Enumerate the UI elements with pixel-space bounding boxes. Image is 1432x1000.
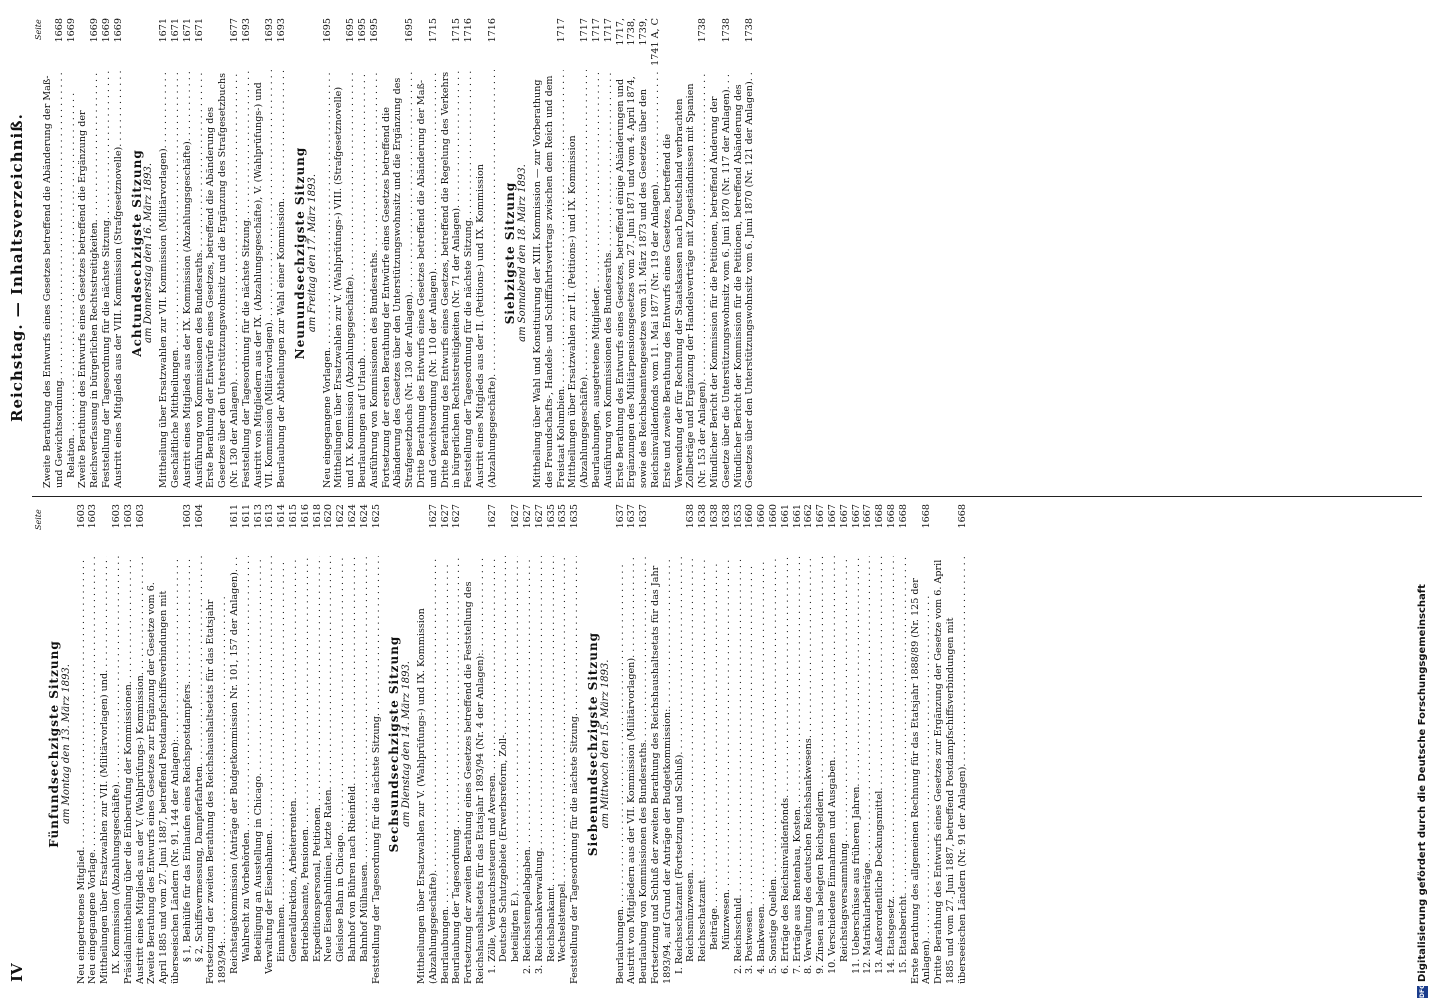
- toc-entry: [933, 504, 968, 984]
- toc-entry-page: 1627: [533, 504, 545, 529]
- toc-entry-page: 1638: [697, 504, 709, 529]
- toc-entry: [874, 504, 886, 984]
- toc-entry-page: 1667: [838, 504, 850, 529]
- toc-entry-text: 3. Postwesen . . .: [744, 556, 756, 974]
- toc-entry: [241, 18, 253, 488]
- toc-entry: [194, 18, 206, 488]
- toc-entry: [335, 504, 347, 984]
- toc-entry-page: 1661: [791, 504, 803, 529]
- toc-entry: [839, 504, 851, 984]
- toc-entry-text: Feststellung der Tagesordnung für die nächste Sitzung . . .: [569, 556, 581, 984]
- toc-entry-text: Beurlaubung von Kommissionen des Bundesraths . . .: [638, 556, 650, 984]
- session-date: am Freitag den 17. März 1893.: [306, 173, 318, 333]
- toc-entry-text: Beurlaubung der Tagesordnung . . .: [451, 556, 463, 984]
- toc-entry-text: Beurlaubungen, ausgetretene Mitglieder . . .: [591, 70, 603, 488]
- toc-entry-text: Generaldirektion, Arbeiterrenten . . .: [288, 556, 300, 962]
- toc-entry-text: Austritt eines Mitglieds aus der VIII. Kommission (Strafgesetznovelle) . . .: [113, 70, 125, 488]
- toc-entry-text: 8. Verwaltung des deutschen Reichsbankwesens . . .: [803, 556, 815, 974]
- toc-entry-text: IX. Kommission (Abzahlungsgeschäfte) . . .: [111, 556, 123, 974]
- toc-entry: [463, 504, 487, 984]
- toc-entry: [416, 18, 440, 488]
- toc-entry-page: 1637: [638, 504, 650, 529]
- toc-entry-text: Bahnhof von Bühren nach Rheinfeld . . .: [347, 556, 359, 962]
- toc-entry: [158, 18, 170, 488]
- toc-entry-text: Ausführung von Kommissionen des Bundesraths . . .: [194, 70, 206, 488]
- toc-entry: [359, 504, 371, 984]
- toc-entry: [650, 504, 674, 984]
- toc-entry-page: 1671: [181, 18, 193, 43]
- toc-entry-text: Austritt von Mitgliedern aus der IX. (Abzahlungsgeschäfte), V. (Wahlprüfungs-) und VII. Kommission (Militärvorlagen) . . .: [253, 70, 277, 488]
- toc-entry-text: Reichstagsversammlung . . .: [839, 556, 851, 962]
- toc-entry: [253, 504, 265, 984]
- toc-entry-text: Mittheilung über Wahl und Konstituirung der XIII. Kommission — zur Vorberathung des Freundschafts-, Handels- und Schifffahrtsvertrags zwischen dem Reich und dem Freistaat Kolumbien . . .: [532, 70, 567, 488]
- toc-entry-page: 1638: [685, 504, 697, 529]
- toc-entry: [662, 18, 709, 488]
- toc-entry-page: 1620: [323, 504, 335, 529]
- toc-entry: [591, 18, 603, 488]
- toc-entry-text: Fortsetzung der zweiten Berathung eines Gesetzes betreffend die Feststellung des Reichshaushaltsetats für das Etatsjahr 1893/94 (Nr. 4 der Anlagen): . . .: [463, 556, 487, 984]
- toc-entry-page: 1669: [112, 18, 124, 43]
- toc-entry-text: Verwaltung der Eisenbahnen . . .: [264, 556, 276, 974]
- toc-entry-text: Austritt eines Mitglieds aus der II. (Petitions-) und IX. Kommission (Abzahlungsgeschäfte) . . .: [475, 70, 499, 488]
- session-heading: Siebzigste Sitzung: [503, 181, 518, 325]
- session-heading: Sechsundsechzigste Sitzung: [387, 635, 402, 853]
- toc-entry: [322, 18, 334, 488]
- toc-entry-page: 1668: [897, 504, 909, 529]
- toc-entry: [851, 504, 863, 984]
- toc-entry-page: 1615: [287, 504, 299, 529]
- toc-entry-text: 12. Matrikularbeiträge . . .: [862, 556, 874, 974]
- toc-entry-page: 1668: [53, 18, 65, 43]
- toc-entry-text: Fortsetzung der ersten Berathung der Entwürfe eines Gesetzes betreffend die Abänderung des Gesetzes über den Unterstützungswohnsitz und die Ergänzung des Strafgesetzbuchs (Nr. 130 der Anlagen) . . .: [381, 70, 416, 488]
- toc-entry-page: 1603: [134, 504, 146, 529]
- toc-entry: [697, 504, 709, 984]
- toc-entry-page: 1653: [732, 504, 744, 529]
- toc-entry-page: 1669: [100, 18, 112, 43]
- toc-entry: [146, 504, 181, 984]
- toc-entry-text: Mündlicher Bericht der Kommission für die Petitionen, betreffend Änderung der Gesetze über die Unterstützungswohnsitz vom 6. Juni 1870 (Nr. 117 der Anlagen) . . .: [709, 70, 733, 488]
- toc-entry: [276, 504, 288, 984]
- session-date: am Dienstag den 14. März 1893.: [401, 661, 413, 827]
- toc-entry-page: 1638: [709, 504, 721, 529]
- toc-entry: [498, 504, 510, 984]
- toc-entry: [416, 504, 440, 984]
- toc-entry-page: 1637: [614, 504, 626, 529]
- toc-entry: [638, 504, 650, 984]
- toc-entry-text: 11. Ueberschüsse aus früheren Jahren . . .: [851, 556, 863, 974]
- toc-entry-page: 1717: [579, 18, 591, 43]
- dfg-logo: DFG: [1419, 983, 1426, 998]
- toc-entry: [733, 504, 745, 984]
- toc-entry: [76, 504, 88, 984]
- toc-entry-page: 1695: [321, 18, 333, 43]
- toc-entry-text: Beteiligung an Ausstellung in Chicago . . .: [253, 556, 265, 962]
- toc-entry-text: Präsidialmittheilung über die Einberufung der Kommissionen . . .: [123, 556, 135, 984]
- toc-entry: [615, 504, 627, 984]
- toc-entry-text: Erste Berathung des allgemeinen Rechnung für das Etatsjahr 1888/89 (Nr. 125 der Anlagen) . . .: [910, 556, 934, 984]
- toc-entry: [170, 18, 182, 488]
- toc-entry: [827, 504, 839, 984]
- toc-entry-page: 1669: [65, 18, 77, 43]
- toc-entry-page: 1635: [557, 504, 569, 529]
- toc-entry-text: 9. Zinsen aus belegten Reichsgeldern . . .: [815, 556, 827, 974]
- toc-entry: [546, 504, 558, 984]
- toc-entry: [87, 504, 99, 984]
- session-heading: Neunundsechzigste Sitzung: [292, 146, 307, 360]
- toc-entry-text: Einnahmen . . .: [276, 556, 288, 962]
- left-column: [42, 504, 969, 984]
- toc-entry-text: Dritte Berathung des Entwurfs eines Gesetzes betreffend die Abänderung der Maß- und Gewichtsordnung (Nr. 110 der Anlagen) . . .: [416, 70, 440, 488]
- session-date: am Sonnabend den 18. März 1893.: [517, 164, 529, 342]
- toc-entry-page: 1603: [75, 504, 87, 529]
- toc-entry: [381, 18, 416, 488]
- toc-entry: [101, 18, 113, 488]
- session-heading: Fünfundsechzigste Sitzung: [47, 640, 61, 848]
- toc-entry-page: 1717: [591, 18, 603, 43]
- toc-entry-text: 6. Erträge des Reichsinvalidenfonds . . .: [780, 556, 792, 974]
- toc-entry-page: 1693: [264, 18, 276, 43]
- toc-entry: [323, 504, 335, 984]
- toc-entry: [135, 504, 147, 984]
- toc-entry: [674, 504, 686, 984]
- toc-entry-text: Wahlrecht zu Vorbehörden . . .: [241, 556, 253, 962]
- toc-entry: [369, 18, 381, 488]
- toc-entry-page: 1624: [346, 504, 358, 529]
- toc-entry: [440, 18, 464, 488]
- toc-entry-text: Fortsetzung und Schluß der zweiten Berathung des Reichshaushaltsetats für das Jahr 1893/94, auf Grund der Anträge der Budgetkommission: . . .: [650, 556, 674, 984]
- toc-entry-text: Betriebsbeamte, Pensionen . . .: [300, 556, 312, 962]
- toc-entry-page: 1660: [768, 504, 780, 529]
- toc-entry-text: Erste Berathung des Entwurfs eines Gesetzes, betreffend einige Abänderungen und Ergänzungen des Militärpensionsgesetzes vom 27. Juni 1871 und vom 4. April 1874, sowie des Reichsbeamtengesetzes vom 31. März 1873 und des Gesetzes über den Reichsinvalidenfonds vom 11. Mai 1877 (Nr. 119 der Anlagen) . . .: [615, 70, 662, 488]
- toc-entry-page: 1614: [276, 504, 288, 529]
- column-head-left: Seite: [34, 509, 43, 530]
- toc-entry-page: 1667: [850, 504, 862, 529]
- toc-entry-page: 1637: [626, 504, 638, 529]
- toc-entry: [569, 504, 581, 984]
- toc-entry-text: 2. Reichsschuld . . .: [733, 556, 745, 974]
- toc-entry-page: 1738: [697, 18, 709, 43]
- toc-entry-page: 1715: [451, 18, 463, 43]
- toc-entry-page: 1660: [744, 504, 756, 529]
- toc-entry: [205, 504, 229, 984]
- toc-entry-page: 1613: [252, 504, 264, 529]
- toc-entry-text: Mittheilungen über Ersatzwahlen zur V. (Wahlprüfungs-) und IX. Kommission (Abzahlungsgeschäfte) . . .: [416, 556, 440, 984]
- toc-entry-page: 1667: [815, 504, 827, 529]
- toc-entry: [733, 18, 757, 488]
- column-head-right: Seite: [34, 19, 43, 40]
- toc-entry-text: 15. Etatsbericht . . .: [898, 556, 910, 974]
- toc-entry-text: Erste und zweite Berathung des Entwurfs eines Gesetzes, betreffend die Verwendung der für Rechnung der Staatskassen nach Deutschland verbrachten Zollbeträge und Ergänzung der Handelsverträge mit Zugeständnissen mit Spanien (Nr. 153 der Anlagen) . . .: [662, 70, 709, 488]
- toc-entry-page: 1717, 1738, 1739, 1741 A, C: [614, 18, 662, 66]
- toc-entry-page: 1715: [427, 18, 439, 43]
- toc-entry-page: 1622: [335, 504, 347, 529]
- toc-entry-text: 1. Zölle, Verbrauchssteuern und Aversen . . .: [487, 556, 499, 974]
- toc-entry-text: Zweite Berathung des Entwurfs eines Gesetzes zur Ergänzung der Gesetze vom 6. April 1885 und vom 27. Juni 1887, betreffend Postdampfschiffsverbindungen mit überseeischen Ländern (Nr. 91, 144 der Anlagen): . . .: [146, 556, 181, 984]
- toc-entry-page: 1671: [169, 18, 181, 43]
- toc-entry: [77, 18, 101, 488]
- toc-entry-text: 2. Reichsstempelabgaben . . .: [522, 556, 534, 974]
- toc-entry: [42, 18, 66, 488]
- toc-entry: [194, 504, 206, 984]
- toc-entry: [803, 504, 815, 984]
- toc-entry-text: 4. Bankwesen . . .: [756, 556, 768, 974]
- toc-entry-page: 1627: [486, 504, 498, 529]
- toc-entry-page: 1611: [240, 504, 252, 529]
- toc-entry-page: 1616: [299, 504, 311, 529]
- toc-entry: [264, 504, 276, 984]
- toc-entry: [288, 504, 300, 984]
- toc-entry-page: 1624: [358, 504, 370, 529]
- toc-entry-page: 1668: [885, 504, 897, 529]
- toc-entry-page: 1671: [193, 18, 205, 43]
- toc-entry-text: Feststellung der Tagesordnung für die nächste Sitzung . . .: [371, 556, 383, 984]
- toc-entry: [451, 504, 463, 984]
- toc-entry-text: Münzwesen . . .: [721, 556, 733, 950]
- toc-entry-page: 1603: [87, 504, 99, 529]
- toc-entry-page: 1695: [368, 18, 380, 43]
- toc-entry-text: 14. Etatsgesetz . . .: [886, 556, 898, 974]
- toc-entry: [111, 504, 123, 984]
- toc-entry-text: Bahnhof Mülhausen . . .: [359, 556, 371, 962]
- toc-entry: [626, 504, 638, 984]
- toc-entry-page: 1695: [404, 18, 416, 43]
- toc-entry: [886, 504, 898, 984]
- toc-entry: [910, 504, 934, 984]
- toc-entry-text: Neue Eisenbahnlinien, letzte Raten . . .: [323, 556, 335, 962]
- toc-entry: [312, 504, 324, 984]
- toc-entry: [113, 18, 125, 488]
- toc-entry-page: 1613: [264, 504, 276, 529]
- toc-entry: [615, 18, 662, 488]
- toc-entry: [440, 504, 452, 984]
- toc-entry-page: 1667: [862, 504, 874, 529]
- toc-entry: [768, 504, 780, 984]
- toc-entry-text: Mittheilungen über Ersatzwahlen zur V. (Wahlprüfungs-) VIII. (Strafgesetznovelle) und IX. Kommission (Abzahlungsgeschäfte) . . .: [333, 70, 357, 488]
- toc-entry-text: Dritte Berathung des Entwurfs eines Gesetzes zur Ergänzung der Gesetze vom 6. April 1885 und vom 27. Juni 1887, betreffend Postdampfschiffsverbindungen mit überseeischen Ländern (Nr. 91 der Anlagen) . . .: [933, 556, 968, 984]
- toc-entry-text: Zweite Berathung des Entwurfs eines Gesetzes betreffend die Ergänzung der Reichsverfassung in bürgerlichen Rechtsstreitigkeiten . . .: [77, 70, 101, 488]
- toc-entry: [371, 504, 383, 984]
- toc-entry-text: Feststellung der Tagesordnung für die nächste Sitzung . . .: [101, 70, 113, 488]
- toc-entry: [487, 504, 499, 984]
- toc-entry: [347, 504, 359, 984]
- toc-entry-page: 1638: [720, 504, 732, 529]
- toc-entry: [357, 18, 369, 488]
- toc-entry-page: 1668: [874, 504, 886, 529]
- toc-entry: [66, 18, 78, 488]
- toc-entry-text: Zweite Berathung des Entwurfs eines Gesetzes betreffend die Abänderung der Maß- und Gewichtsordnung . . .: [42, 70, 66, 488]
- toc-entry-page: 1660: [756, 504, 768, 529]
- toc-entry-text: § 1, Beihülfe für das Einlaufen eines Reichspostdampfers . . .: [182, 556, 194, 962]
- toc-entry-text: Beiträge . . .: [709, 556, 721, 950]
- toc-entry-text: Erste Berathung der Entwürfe eines Gesetzes, betreffend die Abänderung des Gesetzes über den Unterstützungswohnsitz und die Ergänzung des Strafgesetzbuchs (Nr. 130 der Anlagen) . . .: [205, 70, 240, 488]
- page-title: Reichstag. — Inhaltsverzeichniß.: [8, 113, 26, 422]
- toc-entry: [709, 18, 733, 488]
- toc-entry-page: 1603: [181, 504, 193, 529]
- toc-entry-text: Austritt eines Mitglieds aus der IX. Kommission (Abzahlungsgeschäfte) . . .: [182, 70, 194, 488]
- toc-entry-page: 1716: [486, 18, 498, 43]
- toc-entry-text: Reichsschatzamt . . .: [697, 556, 709, 962]
- toc-entry-page: 1695: [356, 18, 368, 43]
- toc-entry: [333, 18, 357, 488]
- toc-entry: [815, 504, 827, 984]
- toc-entry: [898, 504, 910, 984]
- toc-entry: [123, 504, 135, 984]
- toc-entry: [721, 504, 733, 984]
- toc-entry-text: Deutsche Schutzgebiete (Erwerbsreform, Zoll- . . .: [498, 556, 510, 962]
- toc-entry-text: Mittheilungen über Ersatzwahlen zur VII. (Militärvorlagen) und . . .: [99, 556, 111, 984]
- toc-entry-page: 1635: [569, 504, 581, 529]
- toc-entry-text: Ausführung von Kommissionen des Bundesraths . . .: [603, 70, 615, 488]
- toc-entry-text: Dritte Berathung des Entwurfs eines Gesetzes, betreffend die Regelung des Verkehrs in bürgerlichen Rechtsstreitigkeiten (Nr. 71 der Anlagen) . . .: [440, 70, 464, 488]
- toc-entry: [229, 504, 241, 984]
- toc-entry-page: 1669: [89, 18, 101, 43]
- toc-entry-page: 1603: [122, 504, 134, 529]
- toc-entry: [182, 18, 194, 488]
- toc-entry-text: Feststellung der Tagesordnung für die nächste Sitzung . . .: [463, 70, 475, 488]
- toc-entry-page: 1671: [158, 18, 170, 43]
- session-date: am Montag den 13. März 1893.: [60, 664, 72, 824]
- page-number: IV: [8, 963, 26, 982]
- toc-entry-page: 1618: [311, 504, 323, 529]
- toc-entry-text: I. Reichsschatzamt (Fortsetzung und Schluß) . . .: [674, 556, 686, 974]
- toc-entry-page: 1627: [427, 504, 439, 529]
- toc-entry: [756, 504, 768, 984]
- toc-entry: [463, 18, 475, 488]
- toc-entry-text: Ausführung von Kommissionen des Bundesraths . . .: [369, 70, 381, 488]
- toc-entry-text: 3. Reichsbankverwaltung . . .: [534, 556, 546, 974]
- toc-entry-text: beteiligten E.) . . .: [510, 556, 522, 962]
- toc-entry-text: 13. Außerordentliche Deckungsmittel . . .: [874, 556, 886, 974]
- toc-entry: [532, 18, 567, 488]
- toc-entry-page: 1716: [463, 18, 475, 43]
- toc-entry: [253, 18, 277, 488]
- toc-entry: [205, 18, 240, 488]
- toc-entry-page: 1693: [240, 18, 252, 43]
- toc-entry-page: 1693: [276, 18, 288, 43]
- toc-entry: [862, 504, 874, 984]
- toc-entry-page: 1717: [602, 18, 614, 43]
- toc-entry-text: Neu eingegangene Vorlagen . . .: [322, 70, 334, 488]
- toc-entry-page: 1677: [228, 18, 240, 43]
- toc-entry: [792, 504, 804, 984]
- toc-entry: [603, 18, 615, 488]
- toc-entry-page: 1738: [720, 18, 732, 43]
- toc-entry: [182, 504, 194, 984]
- toc-entry-page: 1668: [956, 504, 968, 529]
- page-header: [8, 0, 30, 982]
- toc-entry-text: 10. Verschiedene Einnahmen und Ausgaben . . .: [827, 556, 839, 974]
- toc-entry-page: 1635: [545, 504, 557, 529]
- toc-entry: [567, 18, 591, 488]
- right-column: [42, 18, 756, 488]
- toc-entry: [475, 18, 499, 488]
- session-date: am Donnerstag den 16. März 1893.: [143, 163, 155, 344]
- toc-entry-text: Mittheilung über Ersatzwahlen zur VII. Kommission (Militärvorlagen) . . .: [158, 70, 170, 488]
- toc-entry-text: Neu eingetretenes Mitglied . . .: [76, 556, 88, 984]
- toc-entry-text: Relation . . .: [66, 70, 78, 478]
- toc-entry-text: Austritt von Mitgliedern aus der VII. Kommission (Militärvorlagen) . . .: [626, 556, 638, 984]
- toc-entry-text: Gleislose Bahn in Chicago . . .: [335, 556, 347, 962]
- toc-entry-text: Reichsbankamt . . .: [546, 556, 558, 962]
- toc-entry-text: Beurlaubung der Abtheilungen zur Wahl einer Kommission . . .: [276, 70, 288, 488]
- page-footer: [1414, 0, 1432, 1000]
- toc-entry: [780, 504, 792, 984]
- toc-entry-text: Mittheilungen über Ersatzwahlen zur II. (Petitions-) und IX. Kommission (Abzahlungsgeschäfte) . . .: [567, 70, 591, 488]
- toc-entry-text: Fortsetzung der zweiten Berathung des Reichshaushaltsetats für das Etatsjahr 1893/94: . . .: [205, 556, 229, 984]
- toc-entry: [557, 504, 569, 984]
- toc-entry-text: Geschäftliche Mittheilungen . . .: [170, 70, 182, 488]
- toc-entry-page: 1611: [228, 504, 240, 529]
- toc-entry-text: Beurlaubungen auf Urlaub . . .: [357, 70, 369, 488]
- toc-entry-page: 1667: [827, 504, 838, 529]
- toc-entry-page: 1603: [110, 504, 122, 529]
- toc-entry: [300, 504, 312, 984]
- toc-entry-text: Feststellung der Tagesordnung für die nächste Sitzung . . .: [241, 70, 253, 488]
- toc-entry: [276, 18, 288, 488]
- toc-entry-page: 1695: [345, 18, 357, 43]
- session-date: am Mittwoch den 15. März 1893.: [599, 659, 611, 829]
- toc-entry-page: 1661: [779, 504, 791, 529]
- toc-entry-page: 1627: [451, 504, 463, 529]
- toc-entry-text: Neu eingegangene Vorlage . . .: [87, 556, 99, 984]
- toc-entry-text: Austritt eines Mitglieds aus der V. (Wahlprüfungs-) Kommission . . .: [135, 556, 147, 984]
- toc-entry: [99, 504, 111, 984]
- toc-entry-page: 1627: [522, 504, 534, 529]
- toc-entry-text: Reichsmünzwesen . . .: [685, 556, 697, 962]
- toc-entry: [685, 504, 697, 984]
- toc-entry-page: 1668: [921, 504, 933, 529]
- toc-entry-text: Expeditionspersonal, Petitionen . . .: [312, 556, 324, 962]
- toc-entry-page: 1662: [803, 504, 815, 529]
- toc-entry-page: 1717: [555, 18, 567, 43]
- toc-entry-text: § 2, Schiffsvermessung, Dampferfahrten . . .: [194, 556, 206, 962]
- session-heading: Siebenundsechzigste Sitzung: [586, 631, 601, 857]
- toc-entry-page: 1627: [439, 504, 451, 529]
- toc-entry: [241, 504, 253, 984]
- toc-entry-text: Mündlicher Bericht der Kommission für die Petitionen, betreffend Abänderung des Gesetzes über den Unterstützungswohnsitz vom 6. Juni 1870 (Nr. 121 der Anlagen) . . .: [733, 70, 757, 488]
- toc-entry: [534, 504, 546, 984]
- toc-entry-text: Wechselstempel . . .: [557, 556, 569, 962]
- column-divider: [32, 496, 1422, 497]
- toc-entry-text: Reichstagskommission (Anträge der Budgetkommission Nr. 101, 157 der Anlagen) . . .: [229, 556, 241, 974]
- toc-entry-page: 1627: [510, 504, 522, 529]
- toc-entry-text: Beurlaubungen . . .: [440, 556, 452, 984]
- toc-entry: [510, 504, 522, 984]
- toc-entry-page: 1604: [193, 504, 205, 529]
- toc-entry: [522, 504, 534, 984]
- toc-entry: [709, 504, 721, 984]
- session-heading: Achtundsechzigste Sitzung: [129, 149, 144, 357]
- toc-entry-page: 1625: [370, 504, 382, 529]
- toc-entry-text: Beurlaubungen . . .: [615, 556, 627, 984]
- toc-entry: [744, 504, 756, 984]
- toc-entry-page: 1738: [744, 18, 756, 43]
- footer-text: Digitalisierung gefördert durch die Deutsche Forschungsgemeinschaft: [1417, 584, 1428, 982]
- toc-entry-text: 7. Erträge aus Rentenbau, Kosten . . .: [792, 556, 804, 974]
- toc-entry-text: 5. Sonstige Quellen . . .: [768, 556, 780, 974]
